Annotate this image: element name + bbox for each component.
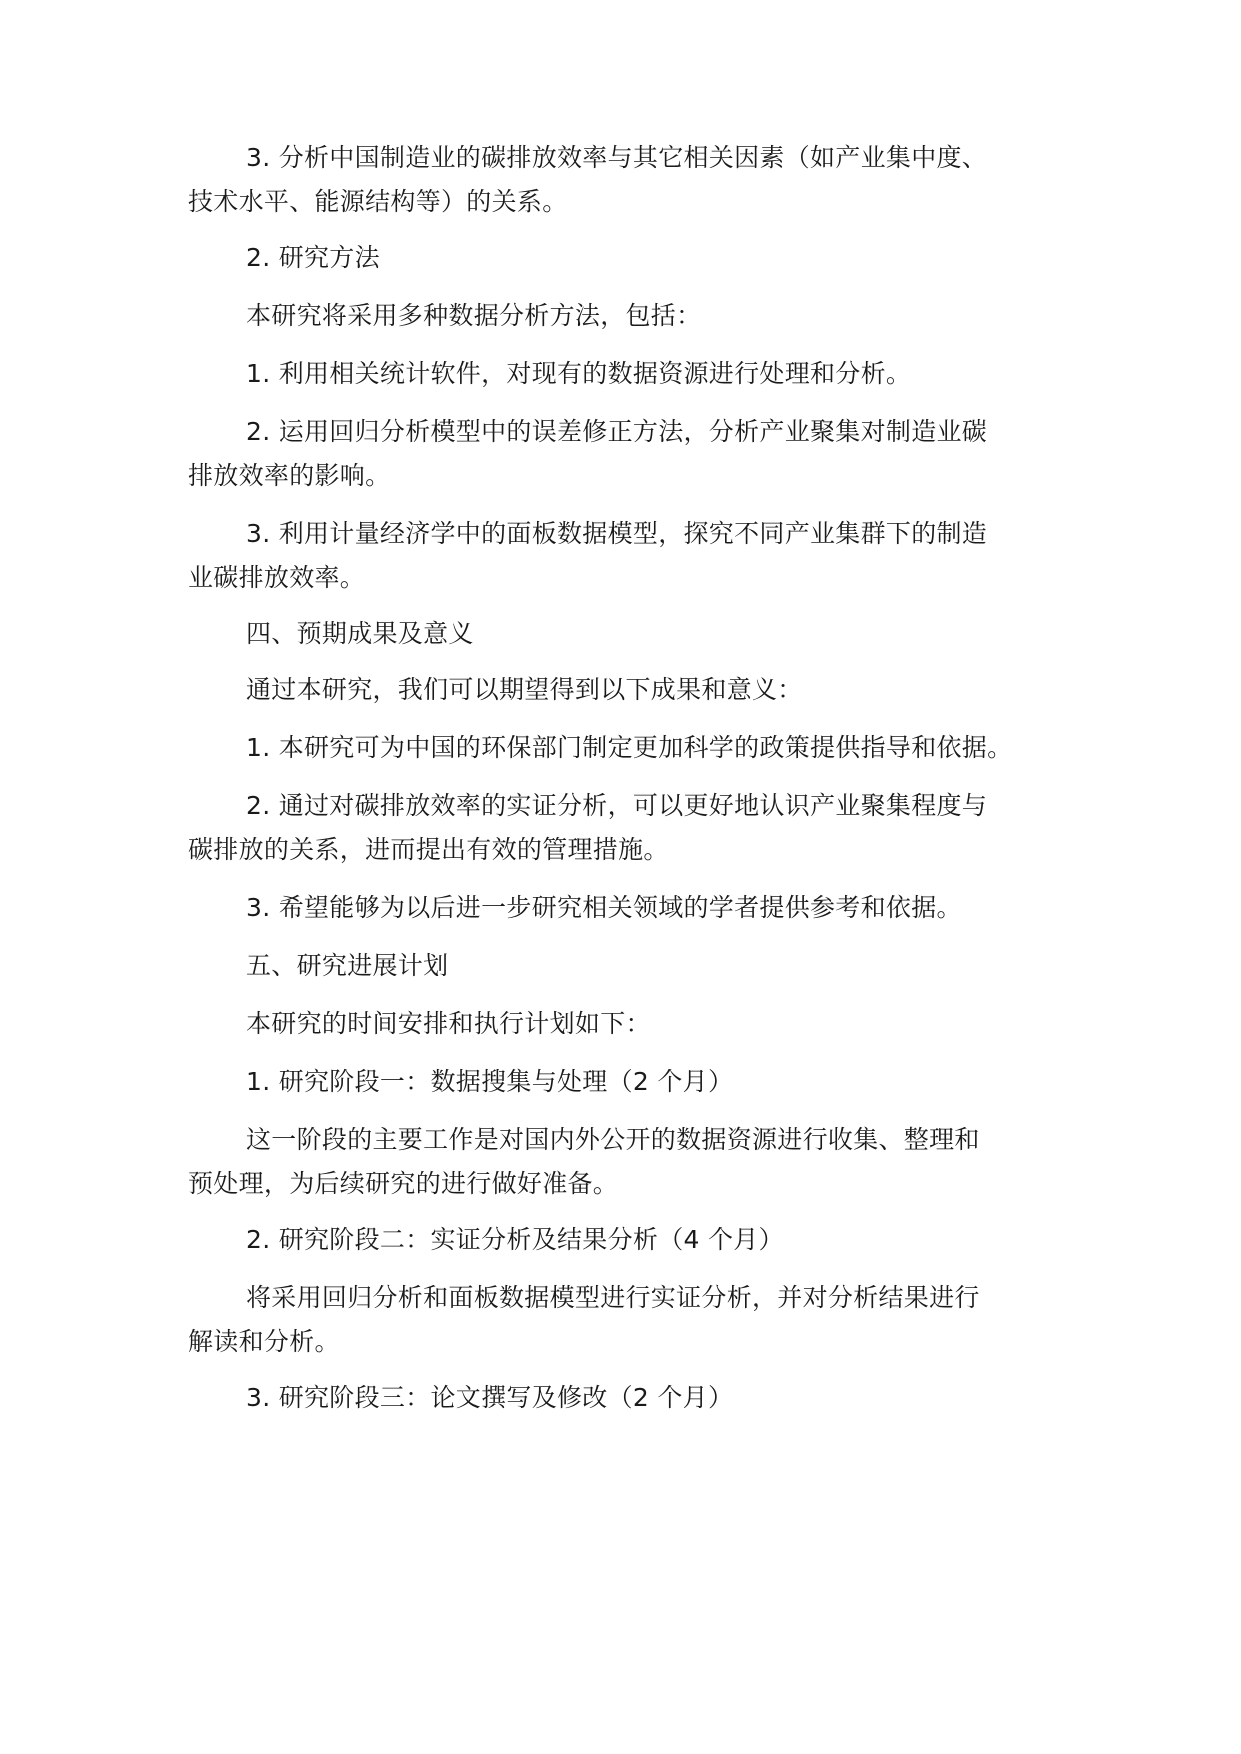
text-line: 2. 运用回归分析模型中的误差修正方法，分析产业聚集对制造业碳 [246, 417, 988, 446]
text-line: 预处理，为后续研究的进行做好准备。 [188, 1169, 619, 1198]
paragraph-stage-2-title [188, 1218, 1068, 1262]
text-line: 本研究将采用多种数据分析方法，包括： [246, 301, 702, 330]
text-line: 技术水平、能源结构等）的关系。 [188, 187, 568, 216]
text-line: 四、预期成果及意义 [246, 619, 474, 648]
text-line: 业碳排放效率。 [188, 563, 366, 592]
paragraph-method-3 [188, 512, 1068, 600]
paragraph-stage-2-desc [188, 1276, 1068, 1364]
paragraph-result-2 [188, 784, 1068, 872]
text-line: 本研究的时间安排和执行计划如下： [246, 1009, 651, 1038]
paragraph-stage-3-title [188, 1376, 1068, 1420]
text-line: 1. 利用相关统计软件，对现有的数据资源进行处理和分析。 [246, 359, 912, 388]
text-line: 3. 分析中国制造业的碳排放效率与其它相关因素（如产业集中度、 [246, 143, 988, 172]
section-heading-progress-plan [188, 944, 1068, 988]
text-line: 碳排放的关系，进而提出有效的管理措施。 [188, 835, 669, 864]
text-line: 2. 研究阶段二：实证分析及结果分析（4 个月） [246, 1225, 784, 1254]
text-line: 1. 本研究可为中国的环保部门制定更加科学的政策提供指导和依据。 [246, 733, 1013, 762]
text-line: 3. 希望能够为以后进一步研究相关领域的学者提供参考和依据。 [246, 893, 962, 922]
section-heading-research-methods [188, 236, 1068, 280]
paragraph-method-2 [188, 410, 1068, 498]
text-line: 3. 研究阶段三：论文撰写及修改（2 个月） [246, 1383, 734, 1412]
text-line: 3. 利用计量经济学中的面板数据模型，探究不同产业集群下的制造 [246, 519, 988, 548]
text-line: 2. 研究方法 [246, 243, 380, 272]
text-line: 2. 通过对碳排放效率的实证分析，可以更好地认识产业聚集程度与 [246, 791, 988, 820]
text-line: 这一阶段的主要工作是对国内外公开的数据资源进行收集、整理和 [246, 1125, 980, 1154]
text-line: 1. 研究阶段一：数据搜集与处理（2 个月） [246, 1067, 734, 1096]
paragraph-methods-intro [188, 294, 1068, 338]
text-line: 通过本研究，我们可以期望得到以下成果和意义： [246, 675, 803, 704]
paragraph-stage-1-title [188, 1060, 1068, 1104]
text-line: 五、研究进展计划 [246, 951, 449, 980]
paragraph-method-1 [188, 352, 1068, 396]
paragraph-objective-3 [188, 136, 1068, 224]
paragraph-results-intro [188, 668, 1068, 712]
paragraph-plan-intro [188, 1002, 1068, 1046]
paragraph-stage-1-desc [188, 1118, 1068, 1206]
text-line: 解读和分析。 [188, 1327, 340, 1356]
section-heading-expected-results [188, 612, 1068, 656]
paragraph-result-1 [188, 726, 1068, 770]
text-line: 排放效率的影响。 [188, 461, 391, 490]
text-line: 将采用回归分析和面板数据模型进行实证分析，并对分析结果进行 [246, 1283, 980, 1312]
paragraph-result-3 [188, 886, 1068, 930]
